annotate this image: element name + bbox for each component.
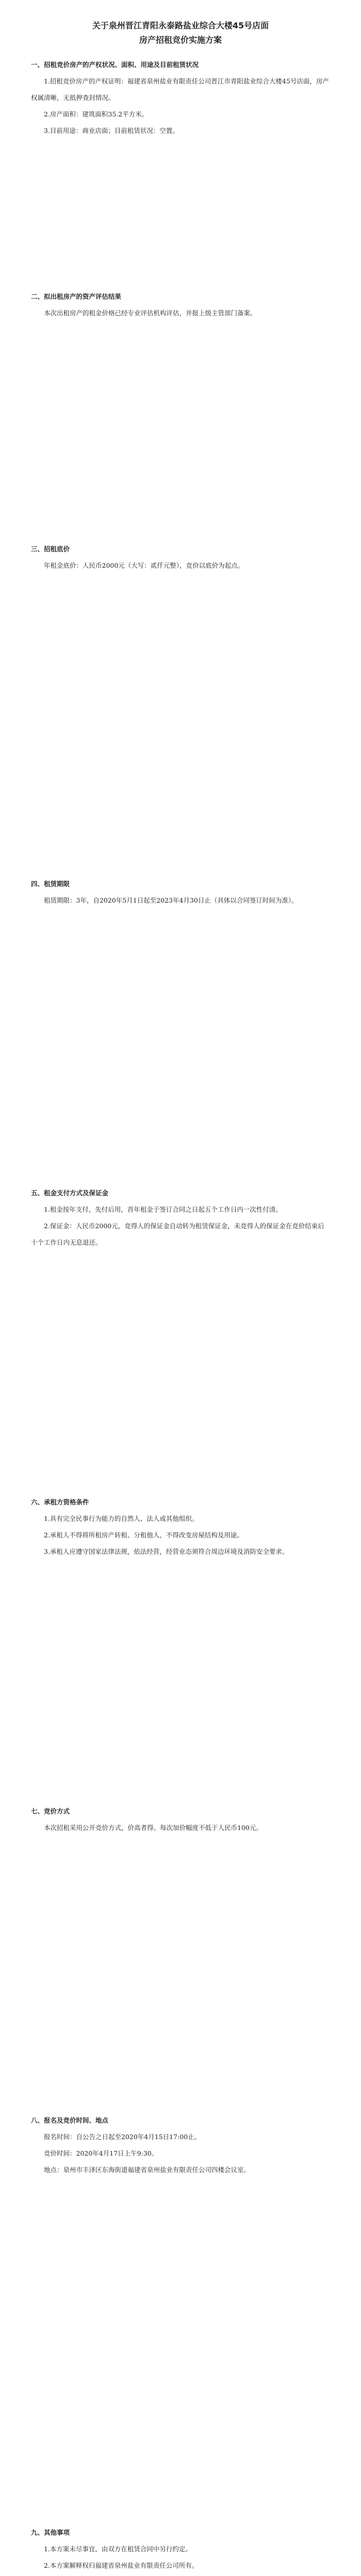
paragraph: 2.房产面积：建筑面积35.2平方米。 [44, 110, 149, 118]
paragraph: 竞价时间：2020年4月17日上午9:30。 [44, 2149, 158, 2157]
section-1-heading: 一、招租竞价房产的产权状况、面积、用途及目前租赁状况 [31, 61, 199, 69]
section-4 [31, 876, 330, 909]
title-line-1: 关于泉州晋江青阳永泰路盐业综合大楼45号店面 [92, 21, 269, 30]
paragraph: 本次出租房产的租金价格已经专业评估机构评估，并报上级主管部门备案。 [44, 309, 257, 317]
paragraph: 年租金底价：人民币2000元（大写：贰仟元整），竞价以底价为起点。 [44, 562, 244, 569]
section-7 [31, 1803, 330, 1836]
section-8-heading: 八、报名及竞价时间、地点 [31, 2116, 109, 2124]
section-6-heading: 六、承租方资格条件 [31, 1498, 89, 1506]
section-9 [31, 2524, 330, 2574]
section-3 [31, 541, 330, 574]
paragraph: 1.具有完全民事行为能力的自然人、法人或其他组织。 [44, 1515, 199, 1522]
document-title [0, 19, 361, 47]
section-5 [31, 1185, 330, 1251]
section-2-heading: 二、拟出租房产的资产评估结果 [31, 293, 122, 300]
paragraph: 1.本方案未尽事宜，由双方在租赁合同中另行约定。 [44, 2545, 192, 2553]
section-9-heading: 九、其他事项 [31, 2529, 70, 2536]
section-6 [31, 1494, 330, 1560]
section-7-heading: 七、竞价方式 [31, 1807, 70, 1815]
section-3-heading: 三、招租底价 [31, 545, 70, 553]
section-4-heading: 四、租赁期限 [31, 880, 70, 888]
paragraph: 3.承租人应遵守国家法律法规，依法经营，经营业态须符合周边环境及消防安全要求。 [44, 1548, 289, 1555]
paragraph: 地点：泉州市丰泽区东海街道福建省泉州盐业有限责任公司四楼会议室。 [44, 2166, 251, 2174]
section-8 [31, 2112, 330, 2178]
paragraph: 报名时间：自公告之日起至2020年4月15日17:00止。 [44, 2133, 201, 2141]
paragraph: 2.保证金：人民币2000元，竞得人的保证金自动转为租赁保证金，未竞得人的保证金在竞价结束后十个工作日内无息退还。 [31, 1222, 324, 1246]
paragraph: 2.承租人不得将所租房产转租、分租他人，不得改变房屋结构及用途。 [44, 1531, 243, 1539]
paragraph: 本次招租采用公开竞价方式，价高者得。每次加价幅度不低于人民币100元。 [44, 1824, 262, 1832]
title-line-2: 房产招租竞价实施方案 [139, 35, 222, 45]
paragraph: 1.租金按年支付，先付后用，首年租金于签订合同之日起五个工作日内一次性付清。 [44, 1206, 282, 1213]
section-1 [31, 57, 330, 139]
paragraph: 3.目前用途：商业店面；目前租赁状况：空置。 [44, 127, 179, 134]
section-2 [31, 289, 330, 321]
paragraph: 1.招租竞价房产的产权证明：福建省泉州盐业有限责任公司晋江市青阳盐业综合大楼45号店面，房产权属清晰，无抵押查封情况。 [31, 77, 329, 101]
section-5-heading: 五、租金支付方式及保证金 [31, 1189, 109, 1197]
paragraph: 2.本方案解释权归福建省泉州盐业有限责任公司所有。 [44, 2562, 199, 2569]
paragraph: 租赁期限：3年，自2020年5月1日起至2023年4月30日止（具体以合同签订时间为准）。 [44, 896, 298, 904]
